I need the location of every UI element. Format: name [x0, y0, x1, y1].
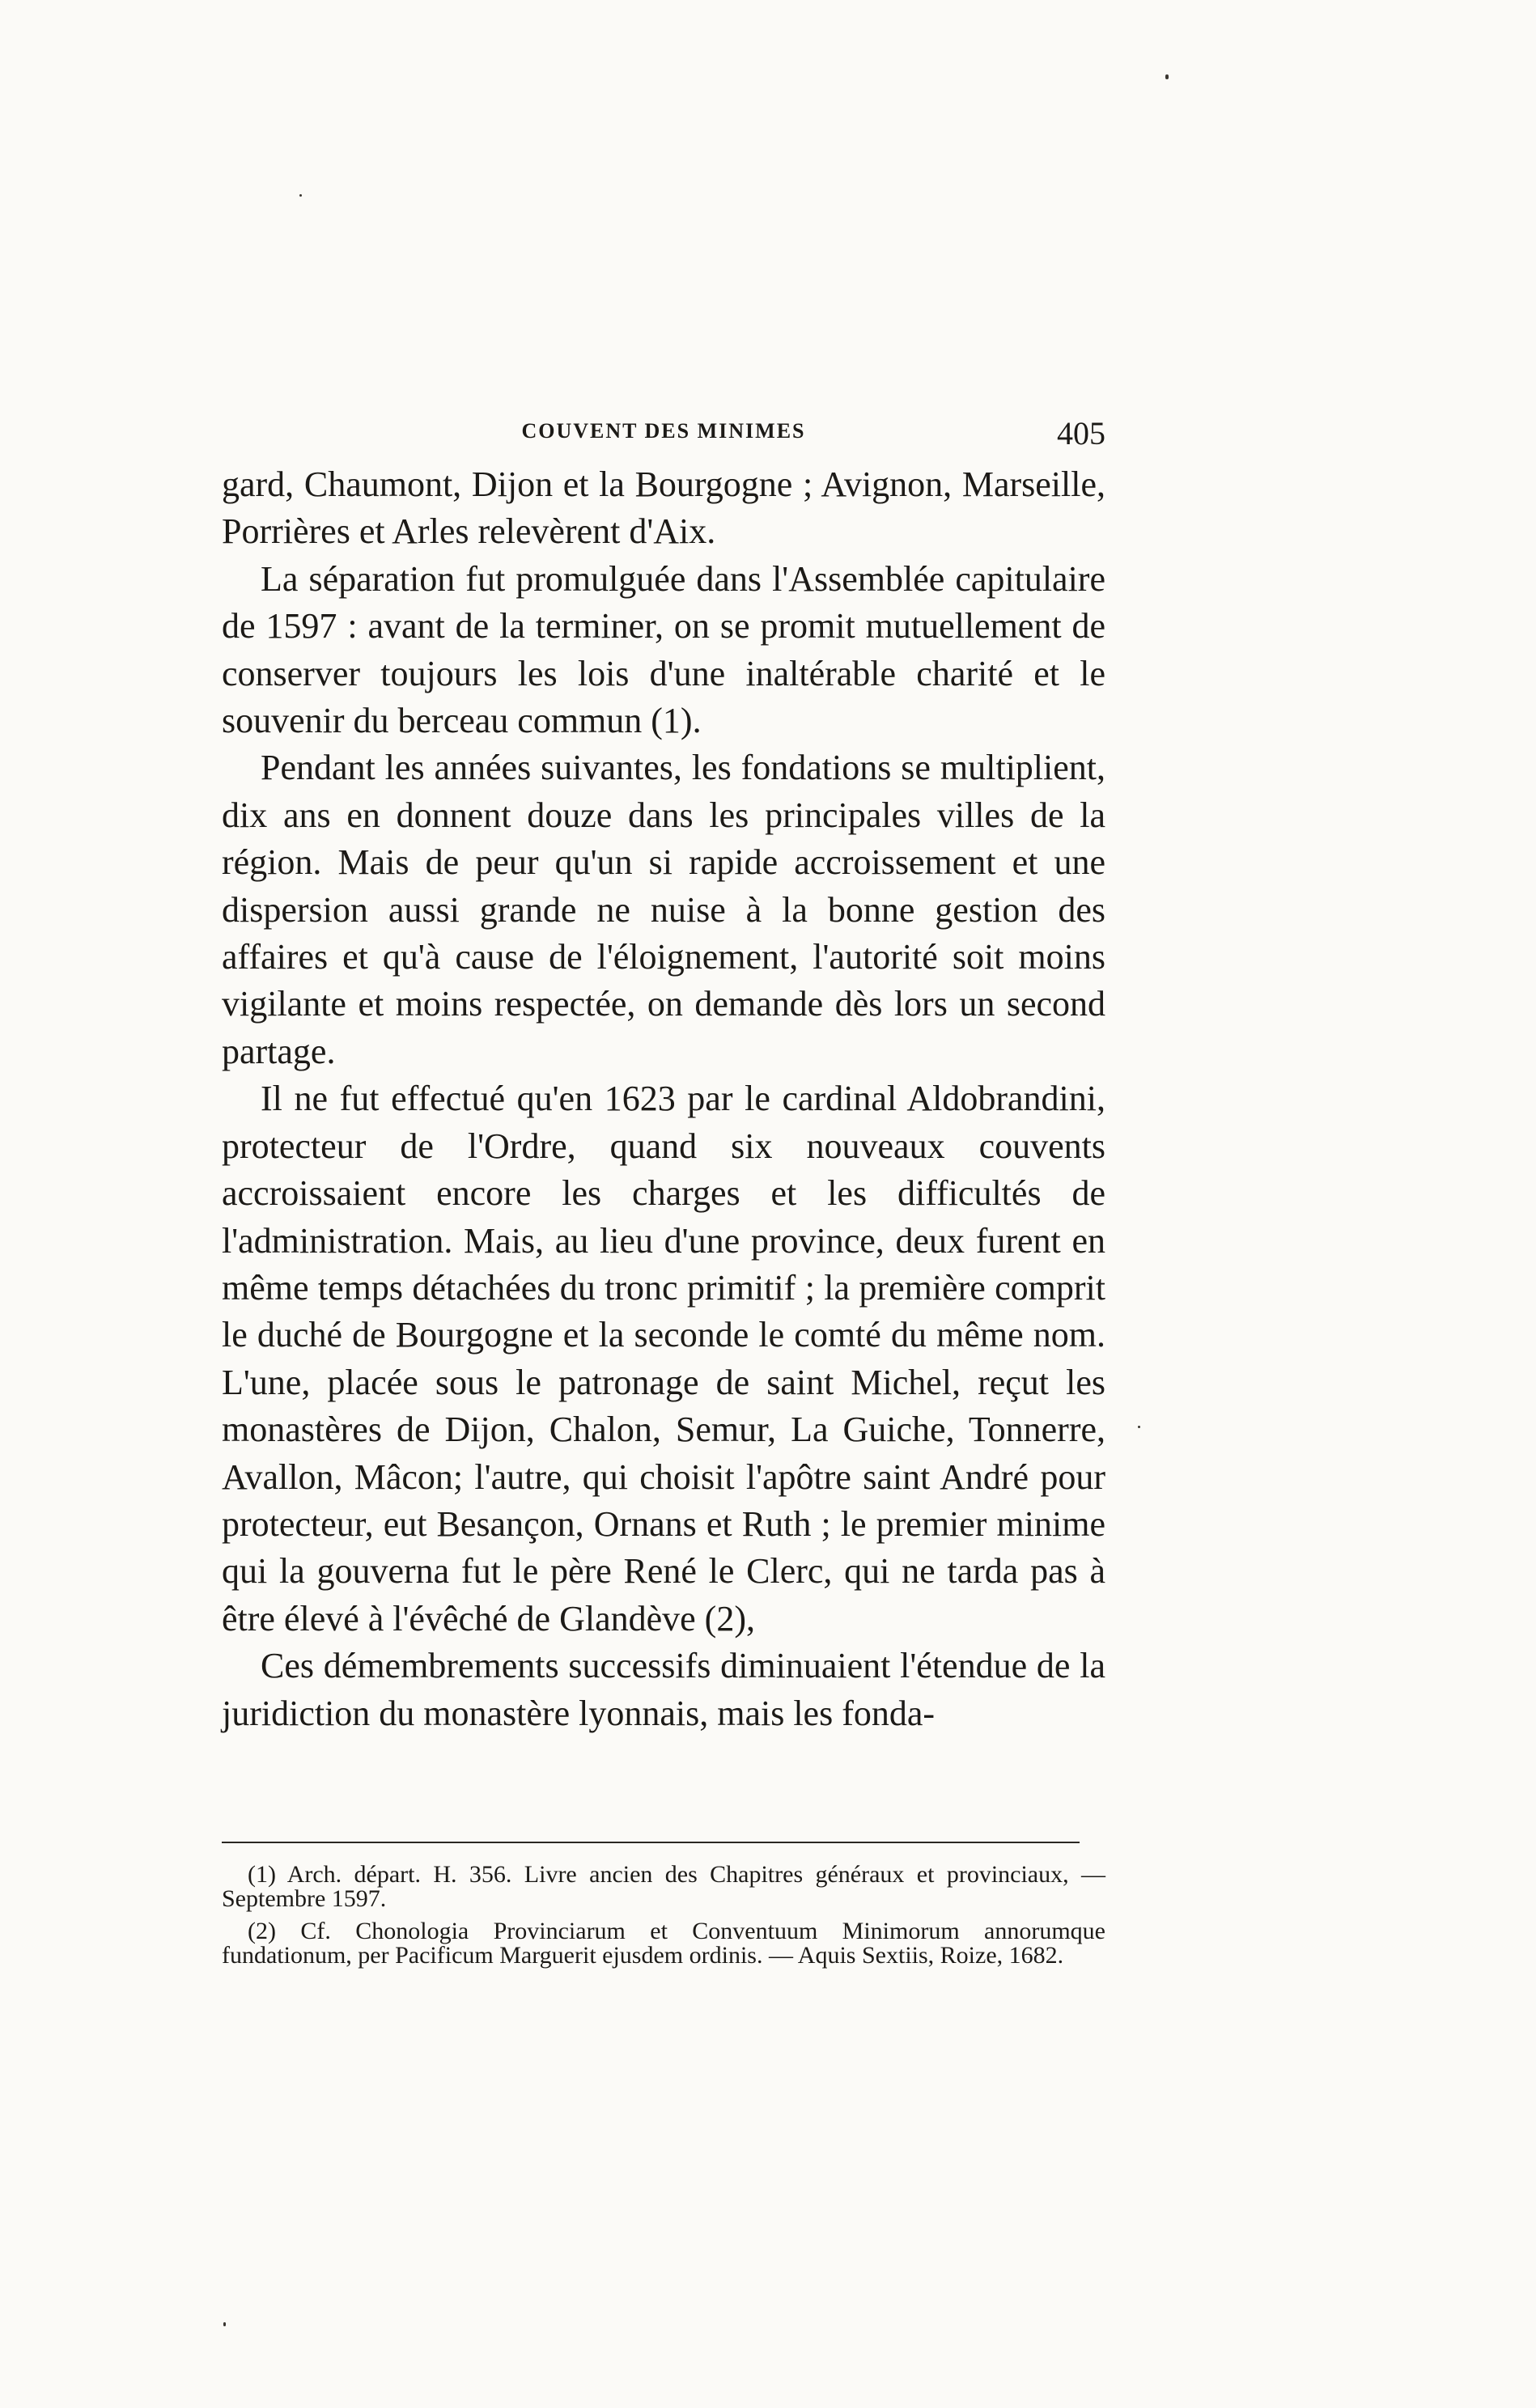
body-text [222, 461, 1105, 1737]
footnote: (1) Arch. départ. H. 356. Livre ancien des Chapitres généraux et provinciaux, — Septembre 1597. [222, 1861, 1105, 1912]
footnote: (2) Cf. Chonologia Provinciarum et Conventuum Minimorum annorumque fundationum, per Pacificum Marguerit ejusdem ordinis. — Aquis Sextiis, Roize, 1682. [222, 1918, 1105, 1969]
page-number: 405 [1057, 415, 1105, 451]
ink-speck [1165, 74, 1169, 79]
paragraph: La séparation fut promulguée dans l'Assemblée capitulaire de 1597 : avant de la terminer, on se promit mutuellement de conserver toujours les lois d'une inaltérable charité et le souvenir du berceau commun (1). [222, 558, 1105, 741]
ink-speck [299, 194, 302, 197]
paragraph: Pendant les années suivantes, les fondations se multiplient, dix ans en donnent douze dans les principales villes de la région. Mais de peur qu'un si rapide accroissement et une dispersion aussi grande ne nuise à la bonne gestion des affaires et qu'à cause de l'éloignement, l'autorité soit moins vigilante et moins respectée, on demande dès lors un second partage. [222, 748, 1105, 1071]
page-header [222, 414, 1105, 453]
running-title: COUVENT DES MINIMES [521, 419, 806, 443]
footnotes [222, 1863, 1105, 1976]
ink-speck [1138, 1426, 1140, 1428]
footnote-divider [222, 1842, 1080, 1843]
paragraph: Ces démembrements successifs diminuaient l'étendue de la juridiction du monastère lyonnais, mais les fonda- [222, 1646, 1105, 1733]
paragraph: Il ne fut effectué qu'en 1623 par le cardinal Aldobrandini, protecteur de l'Ordre, quand six nouveaux couvents accroissaient encore les charges et les difficultés de l'administration. Mais, au lieu d'une province, deux furent en même temps détachées du tronc primitif ; la première comprit le duché de Bourgogne et la seconde le comté du même nom. L'une, placée sous le patronage de saint Michel, reçut les monastères de Dijon, Chalon, Semur, La Guiche, Tonnerre, Avallon, Mâcon; l'autre, qui choisit l'apôtre saint André pour protecteur, eut Besançon, Ornans et Ruth ; le premier minime qui la gouverna fut le père René le Clerc, qui ne tarda pas à être élevé à l'évêché de Glandève (2), [222, 1079, 1105, 1639]
paragraph-continuation: gard, Chaumont, Dijon et la Bourgogne ; Avignon, Marseille, Porrières et Arles relevèrent d'Aix. [222, 464, 1105, 552]
ink-speck [223, 2322, 226, 2326]
